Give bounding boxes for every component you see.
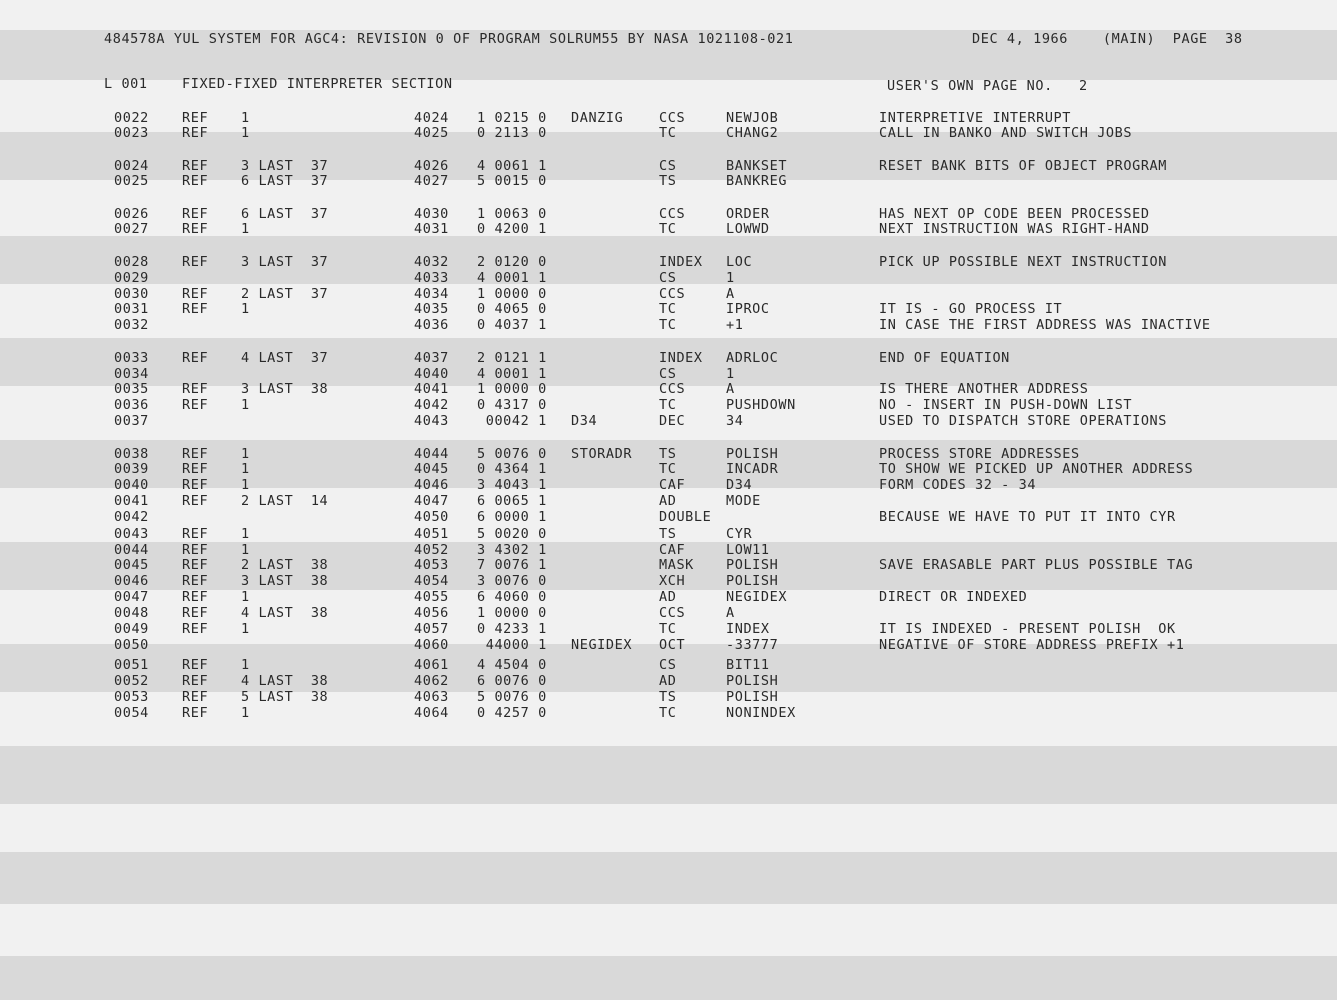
line-number: 0050 xyxy=(114,637,149,653)
operand-address: +1 xyxy=(726,317,744,333)
operand-address: PUSHDOWN xyxy=(726,397,796,413)
operand-address: LOW11 xyxy=(726,542,770,558)
ref-marker: REF xyxy=(182,446,209,462)
operand-address: LOWWD xyxy=(726,221,770,237)
ref-count: 4 LAST 37 xyxy=(241,350,329,366)
line-number: 0033 xyxy=(114,350,149,366)
line-number: 0025 xyxy=(114,173,149,189)
listing-row xyxy=(0,125,1337,141)
ref-marker: REF xyxy=(182,206,209,222)
ref-count: 1 xyxy=(241,221,250,237)
listing-row xyxy=(0,573,1337,589)
listing-row xyxy=(0,173,1337,189)
memory-location: 4035 xyxy=(414,301,449,317)
operand-address: CYR xyxy=(726,526,753,542)
operand-address: NEGIDEX xyxy=(726,589,788,605)
ref-count: 1 xyxy=(241,461,250,477)
memory-location: 4025 xyxy=(414,125,449,141)
log-section-number: L 001 xyxy=(104,76,148,92)
listing-row xyxy=(0,605,1337,621)
octal-word: 1 0000 0 xyxy=(477,286,547,302)
ref-marker: REF xyxy=(182,301,209,317)
line-number: 0035 xyxy=(114,381,149,397)
paper-band xyxy=(0,852,1337,904)
octal-word: 5 0015 0 xyxy=(477,173,547,189)
opcode: CCS xyxy=(659,110,686,126)
octal-word: 4 4504 0 xyxy=(477,657,547,673)
memory-location: 4043 xyxy=(414,413,449,429)
ref-marker: REF xyxy=(182,673,209,689)
opcode: CS xyxy=(659,158,677,174)
comment: PROCESS STORE ADDRESSES xyxy=(879,446,1080,462)
comment: HAS NEXT OP CODE BEEN PROCESSED xyxy=(879,206,1150,222)
opcode: XCH xyxy=(659,573,686,589)
listing-row xyxy=(0,557,1337,573)
listing-row xyxy=(0,526,1337,542)
line-number: 0022 xyxy=(114,110,149,126)
ref-count: 1 xyxy=(241,110,250,126)
listing-row xyxy=(0,446,1337,462)
ref-count: 6 LAST 37 xyxy=(241,173,329,189)
comment: NEXT INSTRUCTION WAS RIGHT-HAND xyxy=(879,221,1150,237)
line-number: 0037 xyxy=(114,413,149,429)
octal-word: 4 0061 1 xyxy=(477,158,547,174)
listing-row xyxy=(0,493,1337,509)
octal-word: 0 4037 1 xyxy=(477,317,547,333)
ref-marker: REF xyxy=(182,125,209,141)
operand-address: 34 xyxy=(726,413,744,429)
opcode: TC xyxy=(659,301,677,317)
ref-marker: REF xyxy=(182,689,209,705)
line-number: 0052 xyxy=(114,673,149,689)
operand-address: POLISH xyxy=(726,557,779,573)
operand-address: POLISH xyxy=(726,689,779,705)
octal-word: 0 4317 0 xyxy=(477,397,547,413)
comment: USED TO DISPATCH STORE OPERATIONS xyxy=(879,413,1168,429)
line-number: 0041 xyxy=(114,493,149,509)
ref-marker: REF xyxy=(182,221,209,237)
listing-row xyxy=(0,637,1337,653)
memory-location: 4041 xyxy=(414,381,449,397)
line-number: 0044 xyxy=(114,542,149,558)
opcode: TC xyxy=(659,221,677,237)
opcode: CAF xyxy=(659,542,686,558)
comment: IN CASE THE FIRST ADDRESS WAS INACTIVE xyxy=(879,317,1211,333)
memory-location: 4032 xyxy=(414,254,449,270)
opcode: DOUBLE xyxy=(659,509,712,525)
memory-location: 4040 xyxy=(414,366,449,382)
listing-row xyxy=(0,301,1337,317)
operand-address: A xyxy=(726,381,735,397)
listing-row xyxy=(0,317,1337,333)
listing-row xyxy=(0,461,1337,477)
operand-address: LOC xyxy=(726,254,753,270)
line-number: 0026 xyxy=(114,206,149,222)
comment: PICK UP POSSIBLE NEXT INSTRUCTION xyxy=(879,254,1168,270)
line-number: 0032 xyxy=(114,317,149,333)
opcode: CCS xyxy=(659,605,686,621)
operand-address: BANKSET xyxy=(726,158,788,174)
opcode: AD xyxy=(659,673,677,689)
line-number: 0028 xyxy=(114,254,149,270)
octal-word: 0 4364 1 xyxy=(477,461,547,477)
operand-address: NEWJOB xyxy=(726,110,779,126)
operand-address: BANKREG xyxy=(726,173,788,189)
ref-count: 1 xyxy=(241,125,250,141)
octal-word: 3 4043 1 xyxy=(477,477,547,493)
ref-count: 1 xyxy=(241,446,250,462)
comment: INTERPRETIVE INTERRUPT xyxy=(879,110,1072,126)
octal-word: 1 0000 0 xyxy=(477,381,547,397)
opcode: CS xyxy=(659,270,677,286)
memory-location: 4030 xyxy=(414,206,449,222)
line-number: 0051 xyxy=(114,657,149,673)
octal-word: 0 2113 0 xyxy=(477,125,547,141)
opcode: INDEX xyxy=(659,254,703,270)
octal-word: 5 0020 0 xyxy=(477,526,547,542)
line-number: 0036 xyxy=(114,397,149,413)
octal-word: 0 4233 1 xyxy=(477,621,547,637)
listing-row xyxy=(0,366,1337,382)
ref-count: 1 xyxy=(241,621,250,637)
symbol-label: STORADR xyxy=(571,446,633,462)
memory-location: 4060 xyxy=(414,637,449,653)
memory-location: 4061 xyxy=(414,657,449,673)
opcode: TC xyxy=(659,397,677,413)
ref-marker: REF xyxy=(182,461,209,477)
memory-location: 4062 xyxy=(414,673,449,689)
listing-row xyxy=(0,673,1337,689)
operand-address: A xyxy=(726,286,735,302)
comment: DIRECT OR INDEXED xyxy=(879,589,1028,605)
octal-word: 6 4060 0 xyxy=(477,589,547,605)
comment: BECAUSE WE HAVE TO PUT IT INTO CYR xyxy=(879,509,1176,525)
line-number: 0046 xyxy=(114,573,149,589)
ref-count: 1 xyxy=(241,589,250,605)
line-number: 0048 xyxy=(114,605,149,621)
octal-word: 1 0000 0 xyxy=(477,605,547,621)
ref-marker: REF xyxy=(182,493,209,509)
octal-word: 2 0121 1 xyxy=(477,350,547,366)
symbol-label: D34 xyxy=(571,413,598,429)
opcode: MASK xyxy=(659,557,694,573)
octal-word: 1 0063 0 xyxy=(477,206,547,222)
opcode: DEC xyxy=(659,413,686,429)
operand-address: 1 xyxy=(726,270,735,286)
operand-address: CHANG2 xyxy=(726,125,779,141)
listing-row xyxy=(0,206,1337,222)
listing-row xyxy=(0,689,1337,705)
paper-band xyxy=(0,956,1337,1000)
comment: SAVE ERASABLE PART PLUS POSSIBLE TAG xyxy=(879,557,1194,573)
line-number: 0030 xyxy=(114,286,149,302)
listing-row xyxy=(0,397,1337,413)
opcode: TS xyxy=(659,173,677,189)
memory-location: 4063 xyxy=(414,689,449,705)
listing-title: 484578A YUL SYSTEM FOR AGC4: REVISION 0 OF PROGRAM SOLRUM55 BY NASA 1021108-021 xyxy=(104,31,794,47)
ref-marker: REF xyxy=(182,557,209,573)
line-number: 0054 xyxy=(114,705,149,721)
memory-location: 4064 xyxy=(414,705,449,721)
ref-count: 1 xyxy=(241,477,250,493)
octal-word: 1 0215 0 xyxy=(477,110,547,126)
line-number: 0034 xyxy=(114,366,149,382)
memory-location: 4033 xyxy=(414,270,449,286)
comment: CALL IN BANKO AND SWITCH JOBS xyxy=(879,125,1133,141)
octal-word: 00042 1 xyxy=(477,413,547,429)
ref-count: 6 LAST 37 xyxy=(241,206,329,222)
operand-address: POLISH xyxy=(726,573,779,589)
ref-count: 1 xyxy=(241,301,250,317)
memory-location: 4055 xyxy=(414,589,449,605)
line-number: 0049 xyxy=(114,621,149,637)
line-number: 0045 xyxy=(114,557,149,573)
memory-location: 4042 xyxy=(414,397,449,413)
listing-row xyxy=(0,381,1337,397)
ref-marker: REF xyxy=(182,397,209,413)
operand-address: POLISH xyxy=(726,446,779,462)
octal-word: 0 4065 0 xyxy=(477,301,547,317)
line-number: 0031 xyxy=(114,301,149,317)
operand-address: IPROC xyxy=(726,301,770,317)
ref-marker: REF xyxy=(182,254,209,270)
ref-count: 2 LAST 38 xyxy=(241,557,329,573)
line-number: 0042 xyxy=(114,509,149,525)
user-page-number: USER'S OWN PAGE NO. 2 xyxy=(887,78,1088,94)
line-number: 0029 xyxy=(114,270,149,286)
opcode: TS xyxy=(659,689,677,705)
listing-row xyxy=(0,509,1337,525)
operand-address: POLISH xyxy=(726,673,779,689)
ref-marker: REF xyxy=(182,350,209,366)
opcode: TS xyxy=(659,446,677,462)
octal-word: 2 0120 0 xyxy=(477,254,547,270)
opcode: CS xyxy=(659,366,677,382)
memory-location: 4056 xyxy=(414,605,449,621)
ref-marker: REF xyxy=(182,621,209,637)
memory-location: 4046 xyxy=(414,477,449,493)
ref-marker: REF xyxy=(182,573,209,589)
ref-marker: REF xyxy=(182,110,209,126)
octal-word: 6 0065 1 xyxy=(477,493,547,509)
ref-marker: REF xyxy=(182,381,209,397)
opcode: TS xyxy=(659,526,677,542)
line-number: 0038 xyxy=(114,446,149,462)
octal-word: 5 0076 0 xyxy=(477,689,547,705)
ref-marker: REF xyxy=(182,589,209,605)
ref-count: 1 xyxy=(241,526,250,542)
listing-row xyxy=(0,657,1337,673)
opcode: AD xyxy=(659,493,677,509)
ref-count: 2 LAST 37 xyxy=(241,286,329,302)
operand-address: ORDER xyxy=(726,206,770,222)
memory-location: 4051 xyxy=(414,526,449,542)
ref-count: 3 LAST 37 xyxy=(241,254,329,270)
ref-count: 3 LAST 38 xyxy=(241,573,329,589)
operand-address: MODE xyxy=(726,493,761,509)
comment: IT IS INDEXED - PRESENT POLISH OK xyxy=(879,621,1176,637)
listing-row xyxy=(0,221,1337,237)
memory-location: 4027 xyxy=(414,173,449,189)
ref-marker: REF xyxy=(182,173,209,189)
operand-address: NONINDEX xyxy=(726,705,796,721)
comment: FORM CODES 32 - 34 xyxy=(879,477,1037,493)
ref-count: 5 LAST 38 xyxy=(241,689,329,705)
memory-location: 4044 xyxy=(414,446,449,462)
listing-row xyxy=(0,705,1337,721)
ref-marker: REF xyxy=(182,477,209,493)
operand-address: BIT11 xyxy=(726,657,770,673)
ref-marker: REF xyxy=(182,158,209,174)
ref-count: 1 xyxy=(241,542,250,558)
listing-row xyxy=(0,350,1337,366)
ref-count: 1 xyxy=(241,705,250,721)
memory-location: 4037 xyxy=(414,350,449,366)
octal-word: 44000 1 xyxy=(477,637,547,653)
operand-address: A xyxy=(726,605,735,621)
paper-band xyxy=(0,746,1337,804)
opcode: CCS xyxy=(659,206,686,222)
line-number: 0040 xyxy=(114,477,149,493)
ref-marker: REF xyxy=(182,705,209,721)
line-number: 0043 xyxy=(114,526,149,542)
date-and-page: DEC 4, 1966 (MAIN) PAGE 38 xyxy=(972,31,1243,47)
opcode: INDEX xyxy=(659,350,703,366)
octal-word: 6 0076 0 xyxy=(477,673,547,689)
opcode: AD xyxy=(659,589,677,605)
ref-marker: REF xyxy=(182,526,209,542)
ref-marker: REF xyxy=(182,657,209,673)
opcode: TC xyxy=(659,621,677,637)
listing-row xyxy=(0,254,1337,270)
opcode: TC xyxy=(659,317,677,333)
line-number: 0053 xyxy=(114,689,149,705)
octal-word: 4 0001 1 xyxy=(477,270,547,286)
line-number: 0047 xyxy=(114,589,149,605)
line-number: 0023 xyxy=(114,125,149,141)
memory-location: 4031 xyxy=(414,221,449,237)
listing-row xyxy=(0,158,1337,174)
section-title: FIXED-FIXED INTERPRETER SECTION xyxy=(182,76,453,92)
opcode: CCS xyxy=(659,286,686,302)
octal-word: 4 0001 1 xyxy=(477,366,547,382)
comment: NEGATIVE OF STORE ADDRESS PREFIX +1 xyxy=(879,637,1185,653)
operand-address: 1 xyxy=(726,366,735,382)
listing-row xyxy=(0,110,1337,126)
ref-count: 3 LAST 38 xyxy=(241,381,329,397)
comment: END OF EQUATION xyxy=(879,350,1010,366)
memory-location: 4034 xyxy=(414,286,449,302)
memory-location: 4053 xyxy=(414,557,449,573)
listing-row xyxy=(0,270,1337,286)
symbol-label: DANZIG xyxy=(571,110,624,126)
octal-word: 3 0076 0 xyxy=(477,573,547,589)
listing-row xyxy=(0,589,1337,605)
comment: NO - INSERT IN PUSH-DOWN LIST xyxy=(879,397,1133,413)
comment: RESET BANK BITS OF OBJECT PROGRAM xyxy=(879,158,1168,174)
opcode: OCT xyxy=(659,637,686,653)
opcode: CAF xyxy=(659,477,686,493)
line-number: 0039 xyxy=(114,461,149,477)
octal-word: 7 0076 1 xyxy=(477,557,547,573)
ref-count: 4 LAST 38 xyxy=(241,673,329,689)
operand-address: D34 xyxy=(726,477,753,493)
line-number: 0024 xyxy=(114,158,149,174)
listing-row xyxy=(0,413,1337,429)
octal-word: 3 4302 1 xyxy=(477,542,547,558)
memory-location: 4024 xyxy=(414,110,449,126)
comment: TO SHOW WE PICKED UP ANOTHER ADDRESS xyxy=(879,461,1194,477)
listing-row xyxy=(0,621,1337,637)
memory-location: 4036 xyxy=(414,317,449,333)
opcode: TC xyxy=(659,461,677,477)
operand-address: INCADR xyxy=(726,461,779,477)
ref-count: 4 LAST 38 xyxy=(241,605,329,621)
memory-location: 4057 xyxy=(414,621,449,637)
line-number: 0027 xyxy=(114,221,149,237)
memory-location: 4052 xyxy=(414,542,449,558)
octal-word: 6 0000 1 xyxy=(477,509,547,525)
operand-address: ADRLOC xyxy=(726,350,779,366)
operand-address: -33777 xyxy=(726,637,779,653)
opcode: TC xyxy=(659,125,677,141)
ref-count: 2 LAST 14 xyxy=(241,493,329,509)
ref-marker: REF xyxy=(182,605,209,621)
opcode: TC xyxy=(659,705,677,721)
ref-count: 3 LAST 37 xyxy=(241,158,329,174)
memory-location: 4047 xyxy=(414,493,449,509)
operand-address: INDEX xyxy=(726,621,770,637)
listing-row xyxy=(0,286,1337,302)
memory-location: 4045 xyxy=(414,461,449,477)
memory-location: 4026 xyxy=(414,158,449,174)
ref-count: 1 xyxy=(241,397,250,413)
symbol-label: NEGIDEX xyxy=(571,637,633,653)
comment: IS THERE ANOTHER ADDRESS xyxy=(879,381,1089,397)
octal-word: 0 4200 1 xyxy=(477,221,547,237)
octal-word: 0 4257 0 xyxy=(477,705,547,721)
ref-count: 1 xyxy=(241,657,250,673)
memory-location: 4050 xyxy=(414,509,449,525)
octal-word: 5 0076 0 xyxy=(477,446,547,462)
memory-location: 4054 xyxy=(414,573,449,589)
ref-marker: REF xyxy=(182,286,209,302)
comment: IT IS - GO PROCESS IT xyxy=(879,301,1063,317)
listing-row xyxy=(0,542,1337,558)
opcode: CCS xyxy=(659,381,686,397)
listing-row xyxy=(0,477,1337,493)
ref-marker: REF xyxy=(182,542,209,558)
opcode: CS xyxy=(659,657,677,673)
